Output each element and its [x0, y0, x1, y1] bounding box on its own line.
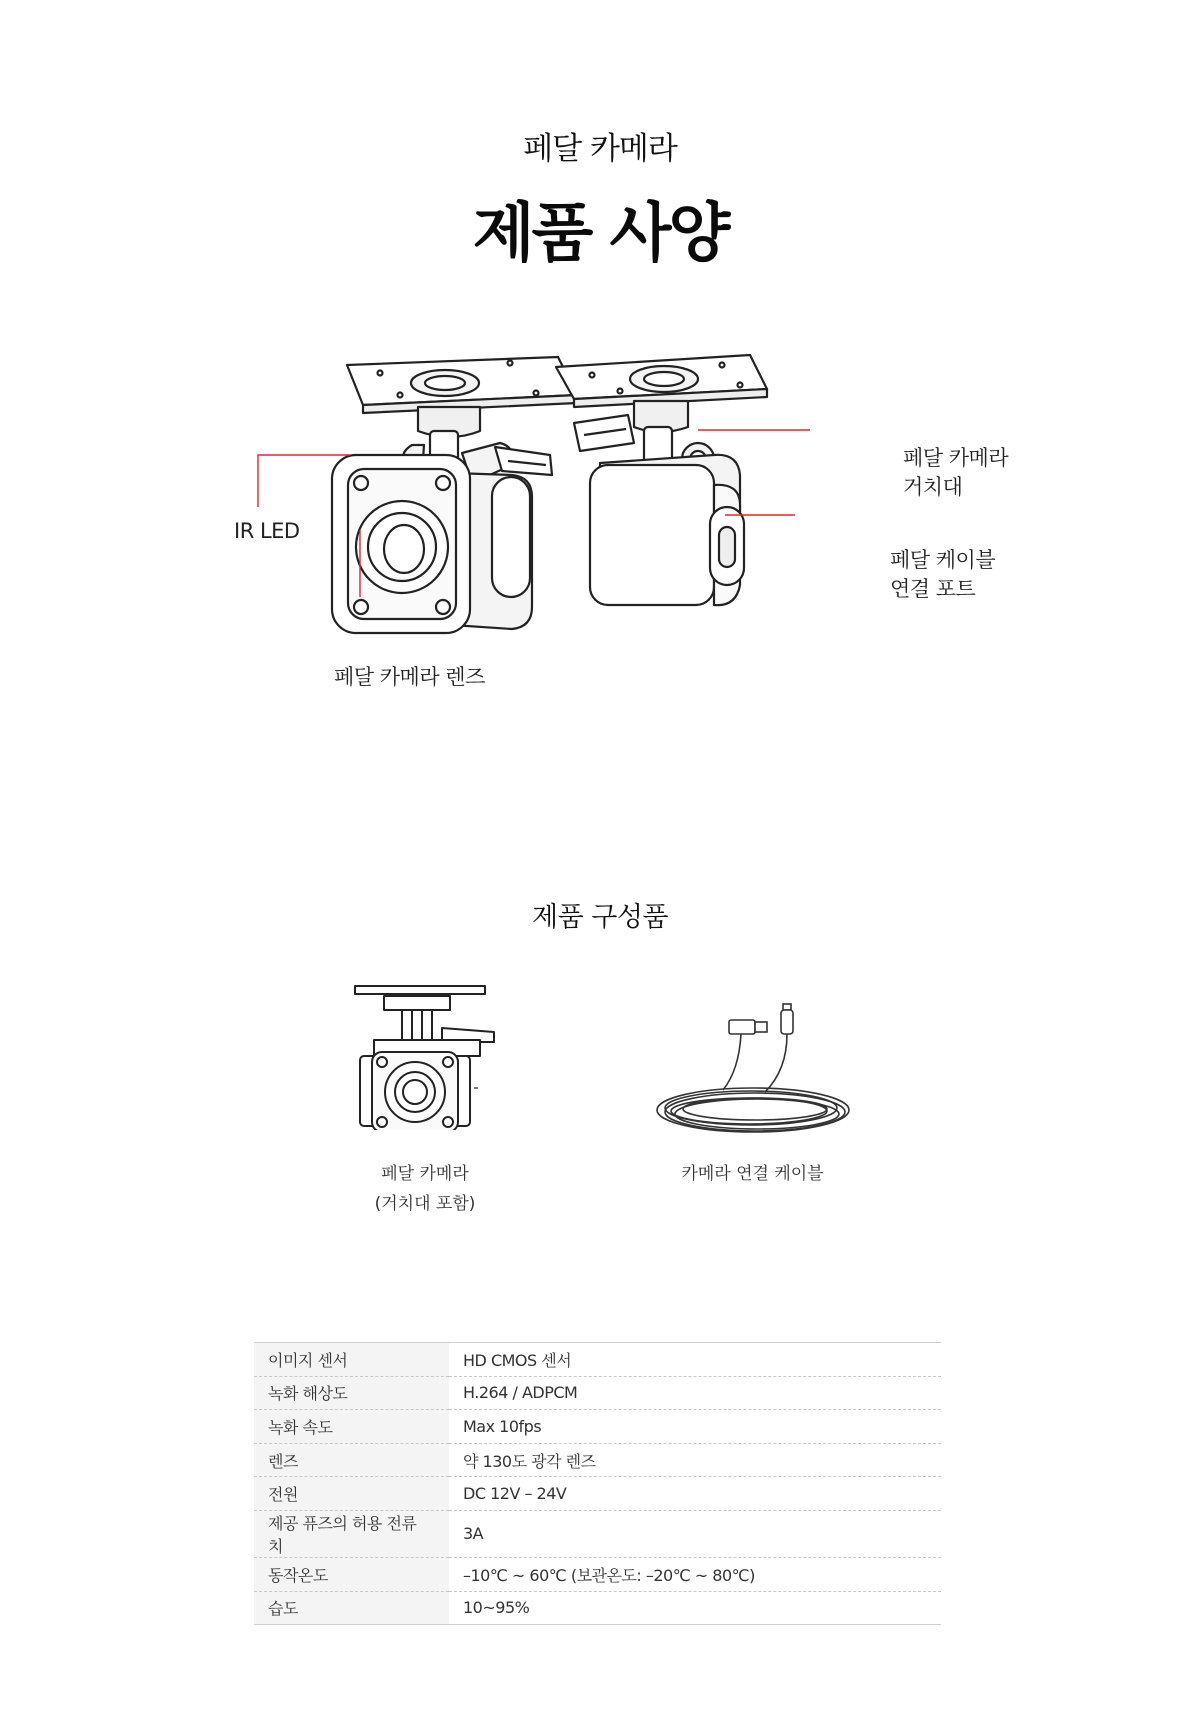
spec-value: 약 130도 광각 렌즈	[449, 1443, 941, 1477]
lens-label: 페달 카메라 렌즈	[334, 665, 485, 689]
table-row	[254, 1477, 941, 1511]
spec-key: 제공 퓨즈의 허용 전류 치	[254, 1510, 449, 1557]
ir-led-label: IR LED	[234, 519, 300, 543]
component-camera-label	[345, 1159, 505, 1219]
page-title: 제품 사양	[472, 197, 728, 271]
port-label-line1: 페달 케이블	[890, 548, 996, 572]
mount-plate	[355, 986, 485, 994]
spec-key: 동작온도	[254, 1557, 449, 1591]
camera-body-right	[590, 465, 714, 605]
product-diagram	[234, 335, 1020, 715]
spec-value: 10~95%	[449, 1591, 941, 1625]
table-row	[254, 1510, 941, 1557]
component-cable	[645, 1000, 860, 1144]
spec-value: Max 10fps	[449, 1410, 941, 1444]
mount-label-line2: 거치대	[903, 475, 963, 499]
spec-key: 렌즈	[254, 1443, 449, 1477]
table-row	[254, 1410, 941, 1444]
table-row	[254, 1443, 941, 1477]
page-subtitle: 페달 카메라	[523, 131, 677, 167]
spec-value: DC 12V – 24V	[449, 1477, 941, 1511]
component-camera-label-line2: (거치대 포함)	[374, 1194, 476, 1214]
table-row	[254, 1557, 941, 1591]
mount-label-line1: 페달 카메라	[903, 446, 1009, 470]
mount-label	[903, 444, 1008, 502]
spec-value: H.264 / ADPCM	[449, 1376, 941, 1410]
camera-illustration	[240, 335, 1020, 715]
usb-plug	[729, 1020, 755, 1034]
spec-key: 전원	[254, 1477, 449, 1511]
table-row	[254, 1591, 941, 1625]
spec-value: –10℃ ~ 60℃ (보관온도: –20℃ ~ 80℃)	[449, 1557, 941, 1591]
camera-front-icon	[350, 980, 500, 1130]
spec-value: 3A	[449, 1510, 941, 1557]
table-row	[254, 1343, 941, 1377]
spec-key: 녹화 해상도	[254, 1376, 449, 1410]
port-label-line2: 연결 포트	[890, 577, 976, 601]
components-title: 제품 구성품	[532, 902, 668, 933]
spec-table	[254, 1342, 941, 1625]
spec-key: 습도	[254, 1591, 449, 1625]
table-row	[254, 1376, 941, 1410]
component-camera	[350, 980, 500, 1134]
port-label	[890, 546, 995, 604]
micro-plug	[783, 1004, 791, 1010]
spec-value: HD CMOS 센서	[449, 1343, 941, 1377]
component-camera-label-line1: 페달 카메라	[381, 1164, 469, 1184]
spec-key: 이미지 센서	[254, 1343, 449, 1377]
cable-icon	[645, 1000, 860, 1140]
component-cable-label: 카메라 연결 케이블	[681, 1164, 824, 1184]
spec-key: 녹화 속도	[254, 1410, 449, 1444]
